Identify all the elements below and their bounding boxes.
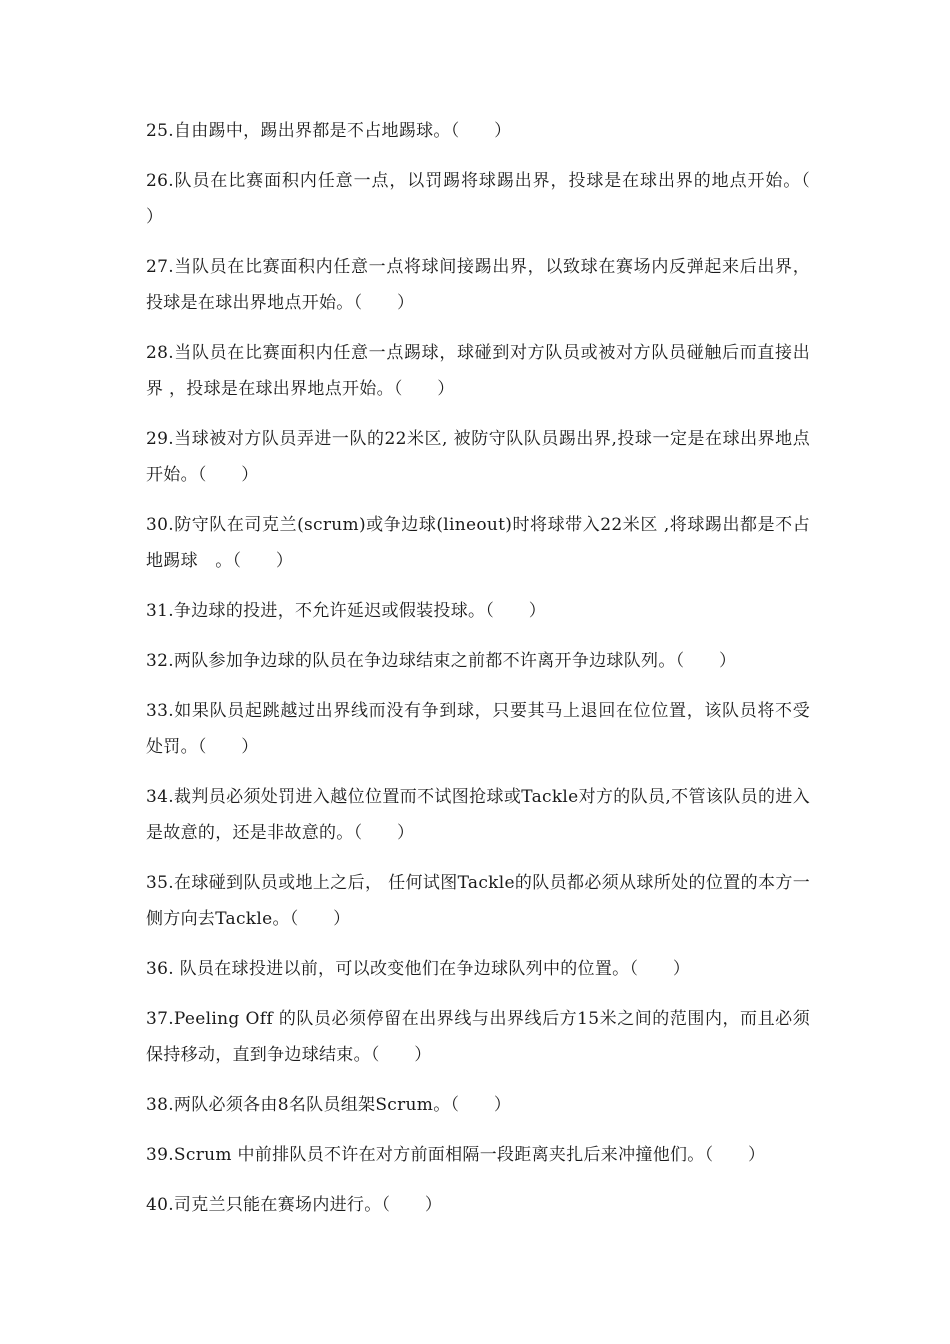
question-item: 26.队员在比赛面积内任意一点，以罚踢将球踢出界，投球是在球出界的地点开始。（ ） [146,171,845,227]
question-item: 39.Scrum 中前排队员不许在对方前面相隔一段距离夹扎后来冲撞他们。（ ） [146,1145,766,1165]
question-item: 36. 队员在球投进以前，可以改变他们在争边球队列中的位置。（ ） [146,959,691,979]
question-item: 30.防守队在司克兰(scrum)或争边球(lineout)时将球带入22米区 ,将球踢出都是不占地踢球 。（ ） [146,515,810,571]
question-item: 31.争边球的投进，不允许延迟或假装投球。（ ） [146,601,547,621]
question-item: 35.在球碰到队员或地上之后， 任何试图Tackle的队员都必须从球所处的位置的本方一侧方向去Tackle。（ ） [146,873,810,929]
question-item: 28.当队员在比赛面积内任意一点踢球，球碰到对方队员或被对方队员碰触后而直接出界 ，投球是在球出界地点开始。（ ） [146,343,810,399]
question-item: 25.自由踢中，踢出界都是不占地踢球。（ ） [146,121,512,141]
question-item: 34.裁判员必须处罚进入越位位置而不试图抢球或Tackle对方的队员,不管该队员的进入是故意的，还是非故意的。（ ） [146,787,810,843]
question-item: 37.Peeling Off 的队员必须停留在出界线与出界线后方15米之间的范围内，而且必须保持移动，直到争边球结束。（ ） [146,1009,810,1065]
question-item: 33.如果队员起跳越过出界线而没有争到球，只要其马上退回在位位置，该队员将不受处罚。（ ） [146,701,810,757]
question-list [146,113,845,1237]
question-item: 29.当球被对方队员弄进一队的22米区, 被防守队队员踢出界,投球一定是在球出界地点开始。（ ） [146,429,810,485]
question-item: 32.两队参加争边球的队员在争边球结束之前都不许离开争边球队列。（ ） [146,651,737,671]
question-item: 38.两队必须各由8名队员组架Scrum。（ ） [146,1095,512,1115]
question-item: 27.当队员在比赛面积内任意一点将球间接踢出界，以致球在赛场内反弹起来后出界，投球是在球出界地点开始。（ ） [146,257,810,313]
question-item: 40.司克兰只能在赛场内进行。（ ） [146,1195,443,1215]
